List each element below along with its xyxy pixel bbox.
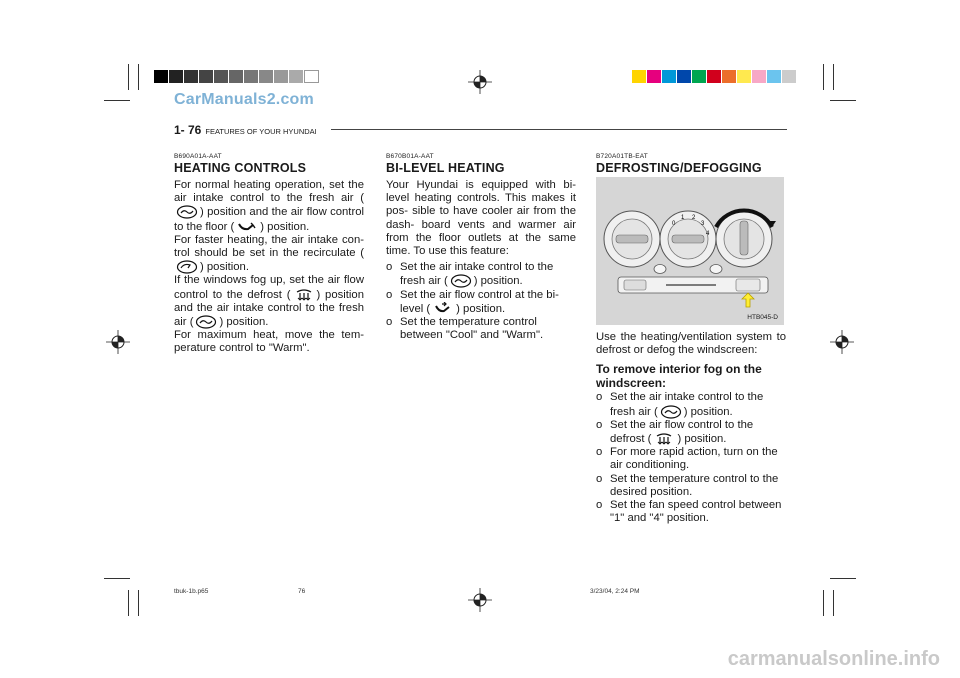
text: Set the air intake control to the fresh air ( bbox=[610, 391, 764, 418]
paragraph: For maximum heat, move the tem- perature control to "Warm". bbox=[174, 329, 364, 355]
watermark-link[interactable]: CarManuals2.com bbox=[174, 91, 314, 108]
color-swatch bbox=[154, 70, 169, 83]
color-swatch bbox=[304, 70, 319, 83]
page-number: 1- 76 bbox=[174, 123, 202, 137]
color-swatch bbox=[752, 70, 767, 83]
registration-mark-icon bbox=[468, 588, 492, 612]
paragraph bbox=[174, 274, 364, 329]
bullet: o bbox=[596, 391, 603, 404]
header-rule bbox=[331, 129, 787, 130]
crop-mark bbox=[128, 64, 129, 90]
color-swatch bbox=[259, 70, 274, 83]
figure-label: HTB045-D bbox=[747, 314, 778, 321]
list-item bbox=[596, 419, 786, 446]
fresh-air-icon bbox=[450, 274, 472, 288]
bullet: o bbox=[386, 261, 393, 274]
section-code: B720A01TB-EAT bbox=[596, 153, 648, 160]
page-header bbox=[174, 123, 317, 137]
list-item bbox=[596, 391, 786, 418]
color-swatch bbox=[662, 70, 677, 83]
registration-mark-icon bbox=[106, 330, 130, 354]
svg-text:1: 1 bbox=[681, 215, 685, 221]
text: ) position and the air intake control to the fresh air ( bbox=[174, 288, 364, 329]
paragraph bbox=[174, 179, 364, 234]
list-item bbox=[386, 289, 576, 316]
text: Set the air flow control to the defrost ( bbox=[610, 418, 754, 446]
color-swatch bbox=[632, 70, 647, 83]
section-name: FEATURES OF YOUR HYUNDAI bbox=[205, 127, 317, 136]
color-swatch bbox=[274, 70, 289, 83]
instruction-list bbox=[386, 261, 576, 342]
text: ) position. bbox=[219, 316, 269, 329]
color-swatch bbox=[184, 70, 199, 83]
crop-mark bbox=[128, 590, 129, 616]
fresh-air-icon bbox=[195, 315, 217, 329]
floor-vent-icon bbox=[236, 220, 258, 234]
footer-file: tbuk-1b.p65 bbox=[174, 588, 209, 595]
color-swatch bbox=[722, 70, 737, 83]
footer-date: 3/23/04, 2:24 PM bbox=[590, 588, 640, 595]
text: ) position. bbox=[677, 433, 727, 446]
watermark-bottom-link[interactable]: carmanualsonline.info bbox=[727, 648, 940, 670]
color-bar bbox=[632, 70, 797, 83]
section-code: B690A01A-AAT bbox=[174, 153, 222, 160]
svg-text:3: 3 bbox=[701, 221, 705, 227]
color-swatch bbox=[229, 70, 244, 83]
bi-level-heating-section bbox=[386, 153, 576, 342]
crop-mark bbox=[138, 590, 139, 616]
text: Set the air intake control to the fresh air ( bbox=[400, 261, 554, 288]
text: For more rapid action, turn on the air conditioning. bbox=[610, 446, 778, 472]
paragraph: Your Hyundai is equipped with bi-level heating controls. This makes it pos- sible to have cooler air from the dash- board vents and warmer air from the floor outlets at the same time. To use this feature: bbox=[386, 179, 576, 258]
section-title: HEATING CONTROLS bbox=[174, 161, 307, 175]
list-item bbox=[596, 446, 786, 472]
section-title: BI-LEVEL HEATING bbox=[386, 161, 505, 175]
crop-mark bbox=[138, 64, 139, 90]
defrosting-section bbox=[596, 153, 786, 179]
recirculate-icon bbox=[176, 260, 198, 274]
registration-mark-icon bbox=[830, 330, 854, 354]
color-swatch bbox=[677, 70, 692, 83]
list-item bbox=[596, 473, 786, 499]
bullet: o bbox=[596, 499, 603, 512]
registration-mark-icon bbox=[468, 70, 492, 94]
list-item bbox=[386, 261, 576, 288]
color-swatch bbox=[647, 70, 662, 83]
section-code: B670B01A-AAT bbox=[386, 153, 434, 160]
crop-mark bbox=[833, 64, 834, 90]
text: ) position and the air flow control to the floor ( bbox=[174, 206, 364, 233]
color-swatch bbox=[289, 70, 304, 83]
crop-mark bbox=[104, 578, 130, 579]
fresh-air-icon bbox=[660, 405, 682, 419]
text: ) position. bbox=[473, 275, 523, 288]
defrost-icon bbox=[293, 288, 315, 302]
crop-mark bbox=[830, 100, 856, 101]
fresh-air-icon bbox=[176, 205, 198, 219]
bullet: o bbox=[386, 316, 393, 329]
instruction-list bbox=[596, 391, 786, 525]
text: For faster heating, the air intake con- trol should be set in the recirculate ( bbox=[174, 233, 364, 260]
color-swatch bbox=[707, 70, 722, 83]
heater-control-panel-illustration bbox=[596, 177, 784, 325]
text: Set the temperature control between "Cool" and "Warm". bbox=[400, 316, 544, 342]
text: ) position. bbox=[260, 220, 310, 233]
grayscale-bar bbox=[154, 70, 319, 83]
text: ) position. bbox=[683, 405, 733, 418]
color-swatch bbox=[782, 70, 797, 83]
sub-heading: To remove interior fog on the windscreen: bbox=[596, 362, 762, 391]
color-swatch bbox=[169, 70, 184, 83]
bullet: o bbox=[596, 446, 603, 459]
color-swatch bbox=[214, 70, 229, 83]
bullet: o bbox=[596, 472, 603, 485]
footer-page: 76 bbox=[298, 588, 306, 595]
heating-controls-section bbox=[174, 153, 364, 356]
crop-mark bbox=[823, 590, 824, 616]
color-swatch bbox=[767, 70, 782, 83]
bullet: o bbox=[596, 418, 603, 431]
svg-text:0: 0 bbox=[672, 221, 676, 227]
svg-text:2: 2 bbox=[692, 215, 696, 221]
color-swatch bbox=[199, 70, 214, 83]
text: ) position. bbox=[456, 302, 506, 315]
text: ) position. bbox=[200, 261, 249, 274]
color-swatch bbox=[244, 70, 259, 83]
text: If the windows fog up, set the air flow control to the defrost ( bbox=[174, 274, 364, 301]
color-swatch bbox=[737, 70, 752, 83]
section-title: DEFROSTING/DEFOGGING bbox=[596, 161, 762, 175]
color-swatch bbox=[692, 70, 707, 83]
text: For normal heating operation, set the air intake control to the fresh air ( bbox=[174, 179, 364, 205]
paragraph: Use the heating/ventilation system to defrost or defog the windscreen: bbox=[596, 331, 786, 357]
crop-mark bbox=[833, 590, 834, 616]
defrost-icon bbox=[653, 432, 675, 446]
text: Set the temperature control to the desired position. bbox=[610, 472, 779, 498]
bi-level-icon bbox=[432, 302, 454, 316]
crop-mark bbox=[104, 100, 130, 101]
bullet: o bbox=[386, 288, 393, 301]
crop-mark bbox=[823, 64, 824, 90]
paragraph bbox=[174, 234, 364, 275]
crop-mark bbox=[830, 578, 856, 579]
text: Set the fan speed control between "1" and "4" position. bbox=[610, 499, 782, 525]
list-item bbox=[386, 316, 576, 342]
text: Set the air flow control at the bi-level ( bbox=[400, 288, 559, 315]
defrosting-body bbox=[596, 331, 786, 525]
list-item bbox=[596, 499, 786, 525]
control-panel-drawing bbox=[596, 177, 784, 325]
svg-text:4: 4 bbox=[706, 231, 710, 237]
